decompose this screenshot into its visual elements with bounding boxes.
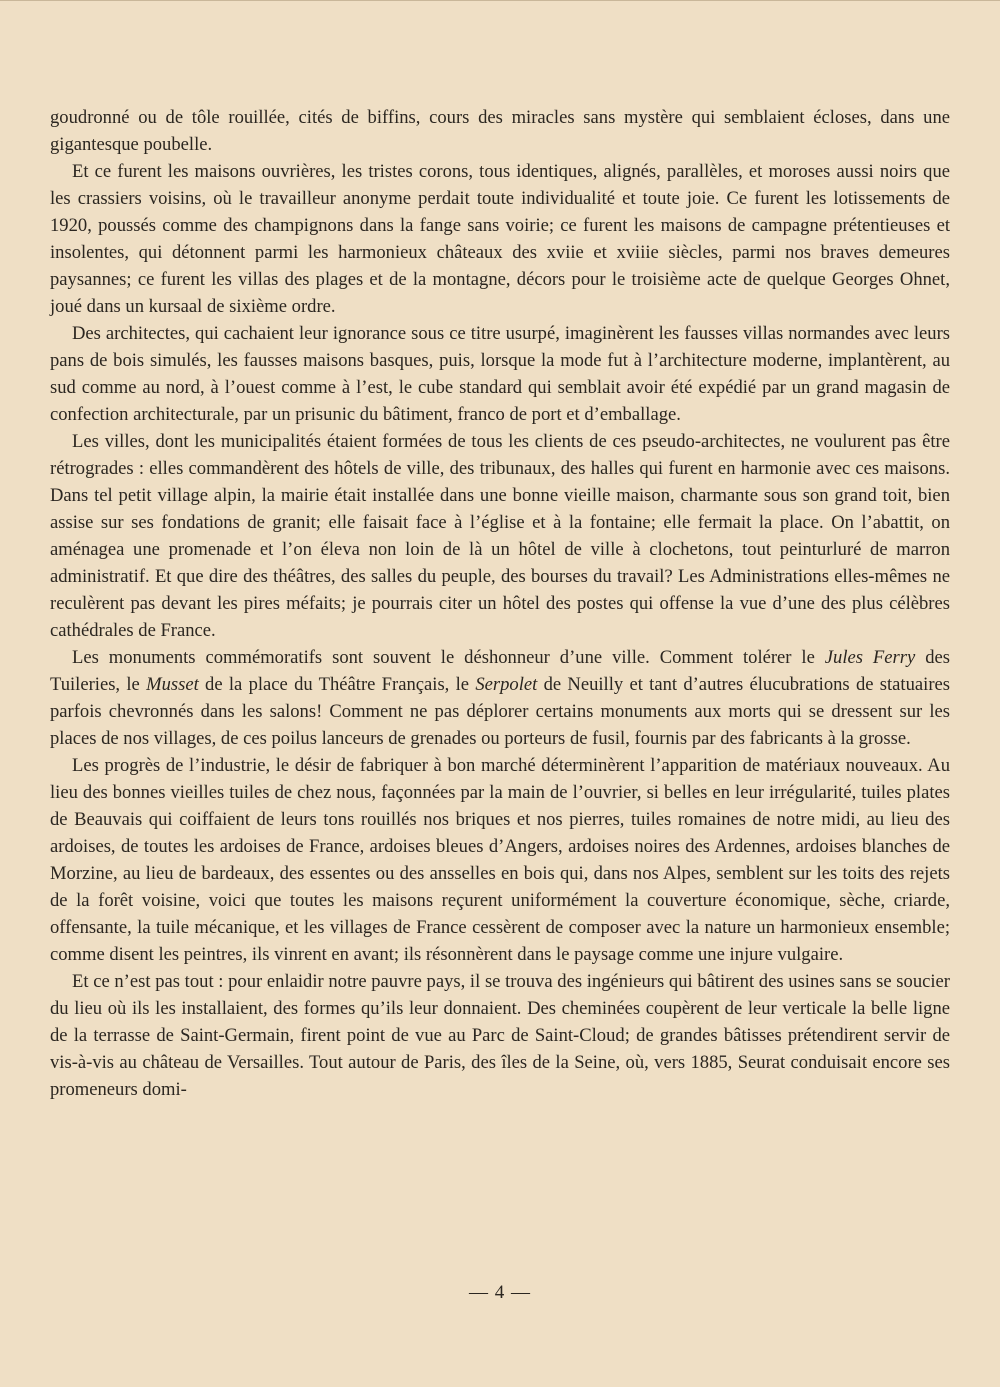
paragraph (50, 644, 950, 752)
text-run: goudronné ou de tôle rouillée, cités de biffins, cours des miracles sans mystère qui semblaient écloses, dans une gigantesque poubelle. (50, 107, 950, 155)
body-text (50, 104, 950, 1103)
paragraph (50, 428, 950, 644)
text-run: Les monuments commémoratifs sont souvent le déshonneur d’une ville. Comment tolérer le (72, 647, 825, 668)
text-run: Et ce n’est pas tout : pour enlaidir notre pauvre pays, il se trouva des ingénieurs qui bâtirent des usines sans se soucier du lieu où ils les installaient, des formes qu’ils leur donnaient. Des cheminées coupèrent de leur verticale la belle ligne de la terrasse de Saint-Germain, firent point de vue au Parc de Saint-Cloud; de grandes bâtisses prétendirent servir de vis-à-vis au château de Versailles. Tout autour de Paris, des îles de la Seine, où, vers 1885, Seurat conduisait encore ses promeneurs domi- (50, 971, 950, 1100)
text-run: Les villes, dont les municipalités étaient formées de tous les clients de ces pseudo-architectes, ne voulurent pas être rétrogrades : elles commandèrent des hôtels de ville, des tribunaux, des halles qui furent en harmonie avec ces maisons. Dans tel petit village alpin, la mairie était installée dans une bonne vieille maison, charmante sous son grand toit, bien assise sur ses fondations de granit; elle faisait face à l’église et à la fontaine; elle fermait la place. On l’abattit, on aménagea une promenade et l’on éleva non loin de là un hôtel de ville à clochetons, tout peinturluré de marron administratif. Et que dire des théâtres, des salles du peuple, des bourses du travail? Les Administrations elles-mêmes ne reculèrent pas devant les pires méfaits; je pourrais citer un hôtel des postes qui offense la vue d’une des plus célèbres cathédrales de France. (50, 431, 950, 641)
paragraph (50, 968, 950, 1103)
paragraph (50, 158, 950, 320)
text-run: Et ce furent les maisons ouvrières, les tristes corons, tous identiques, alignés, parallèles, et moroses aussi noirs que les crassiers voisins, où le travailleur anonyme perdait toute individualité et toute joie. Ce furent les lotissements de 1920, poussés comme des champignons dans la fange sans voirie; ce furent les maisons de campagne prétentieuses et insolentes, qui détonnent parmi les harmonieux châteaux des xviie et xviiie siècles, parmi nos braves demeures paysannes; ce furent les villas des plages et de la montagne, décors pour le troisième acte de quelque Georges Ohnet, joué dans un kursaal de sixième ordre. (50, 161, 950, 317)
text-run: de la place du Théâtre Français, le (198, 674, 476, 695)
text-run: de Neuilly et tant d’autres élucubrations de statuaires parfois chevronnés dans les salons! Comment ne pas déplorer certains monuments aux morts qui se dressent sur les places de nos villages, de ces poilus lanceurs de grenades ou porteurs de fusil, fournis par des fabricants à la grosse. (50, 674, 950, 749)
paragraph (50, 320, 950, 428)
italic-title: Jules Ferry (824, 647, 916, 668)
italic-title: Musset (146, 674, 199, 695)
text-run: Des architectes, qui cachaient leur ignorance sous ce titre usurpé, imaginèrent les fausses villas normandes avec leurs pans de bois simulés, les fausses maisons basques, puis, lorsque la mode fut à l’architecture moderne, implantèrent, au sud comme au nord, à l’ouest comme à l’est, le cube standard qui semblait avoir été expédié par un grand magasin de confection architecturale, par un prisunic du bâtiment, franco de port et d’emballage. (50, 323, 950, 425)
page-number: — 4 — (469, 1282, 531, 1303)
paragraph (50, 752, 950, 968)
paragraph (50, 104, 950, 158)
italic-title: Serpolet (475, 674, 538, 695)
text-run: Les progrès de l’industrie, le désir de fabriquer à bon marché déterminèrent l’apparition de matériaux nouveaux. Au lieu des bonnes vieilles tuiles de chez nous, façonnées par la main de l’ouvrier, si belles en leur irrégularité, tuiles plates de Beauvais qui coiffaient de leurs tons rouillés nos briques et nos pierres, tuiles romaines de notre midi, au lieu des ardoises, de toutes les ardoises de France, ardoises bleues d’Angers, ardoises noires des Ardennes, ardoises blanches de Morzine, au lieu de bardeaux, des essentes ou des ansselles en bois qui, dans nos Alpes, semblent sur les toits des rejets de la forêt voisine, voici que toutes les maisons reçurent uniformément la couverture économique, sèche, criarde, offensante, la tuile mécanique, et les villages de France cessèrent de composer avec la nature un harmonieux ensemble; comme disent les peintres, ils vinrent en avant; ils résonnèrent dans le paysage comme une injure vulgaire. (50, 755, 950, 965)
text-run: des Tuileries, le (50, 647, 950, 695)
